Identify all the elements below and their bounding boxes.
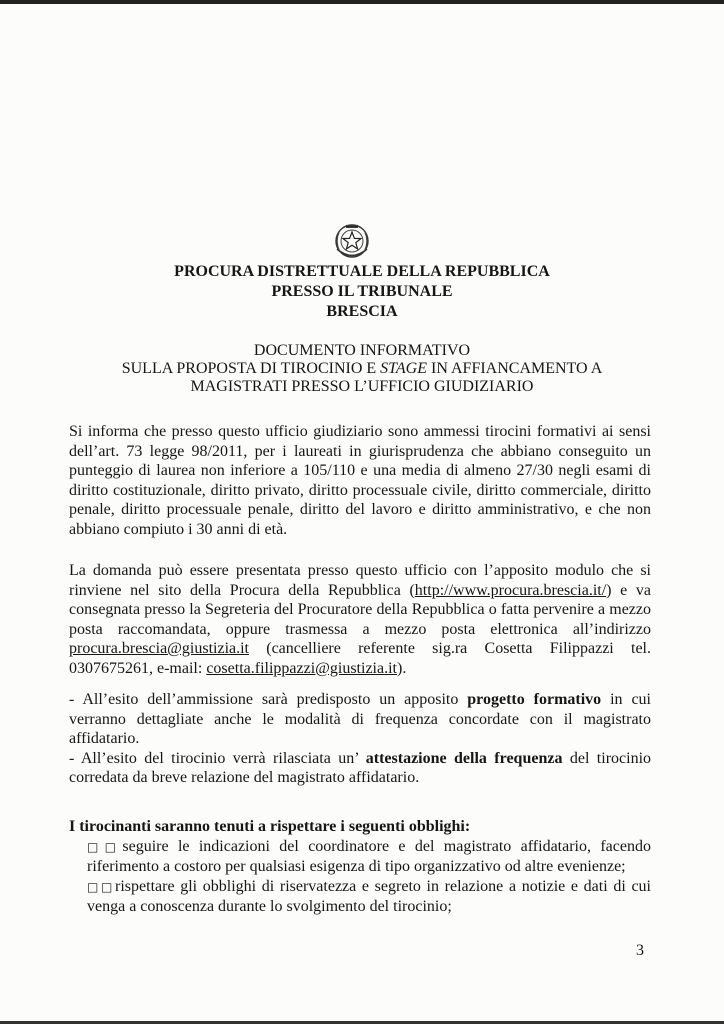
document-title	[60, 342, 664, 396]
obligations-heading: I tirocinanti saranno tenuti a rispettare i seguenti obblighi:	[69, 818, 471, 835]
header-line-1: PROCURA DISTRETTUALE DELLA REPUBBLICA	[174, 263, 550, 280]
checkbox-glyph-icon: □□	[87, 839, 123, 854]
checkbox-glyph-icon: □□	[87, 879, 116, 894]
title-line-2: SULLA PROPOSTA DI TIROCINIO E STAGE IN AFFIANCAMENTO A	[121, 360, 603, 377]
outcome-training-project: - All’esito dell’ammissione sarà predisposto un apposito progetto formativo in cui verranno dettagliate anche le modalità di frequenza concordate con il magistrato affidatario.	[69, 691, 651, 747]
office-header	[60, 262, 664, 322]
header-line-3: BRESCIA	[326, 303, 398, 320]
obligation-item: □□seguire le indicazioni del coordinatore e del magistrato affidatario, facendo riferimento a costoro per qualsiasi esigenza di tipo organizzativo od altre evenienze;	[87, 837, 651, 875]
page-number: 3	[636, 942, 644, 959]
obligation-item: □□rispettare gli obblighi di riservatezza e segreto in relazione a notizie e dati di cui venga a conoscenza durante lo svolgimento del tirocinio;	[87, 877, 651, 915]
title-line-3: MAGISTRATI PRESSO L’UFFICIO GIUDIZIARIO	[190, 378, 534, 395]
title-stage-word: STAGE	[380, 360, 427, 377]
paragraph-outcome	[69, 690, 651, 788]
title-line-1: DOCUMENTO INFORMATIVO	[253, 342, 471, 359]
procura-email-link[interactable]: procura.brescia@giustizia.it	[69, 640, 249, 657]
outcome-attendance-certificate: - All’esito del tirocinio verrà rilasciata un’ attestazione della frequenza del tirocinio corredata da breve relazione del magistrato affidatario.	[69, 749, 652, 786]
obligations-section	[69, 817, 651, 917]
header-line-2: PRESSO IL TRIBUNALE	[271, 283, 453, 300]
scan-top-border	[0, 0, 724, 4]
procura-website-link[interactable]: http://www.procura.brescia.it/	[414, 581, 607, 599]
paragraph-application: La domanda può essere presentata presso questo ufficio con l’apposito modulo che si rinviene nel sito della Procura della Repubblica (http://www.procura.brescia.it/) e va consegnata presso la Segreteria del Procuratore della Repubblica o fatta pervenire a mezzo posta raccomandata, oppure trasmessa a mezzo posta elettronica all’indirizzo procura.brescia@giustizia.it (cancelliere referente sig.ra Cosetta Filippazzi tel. 0307675261, e-mail: cosetta.filippazzi@giustizia.it).	[69, 562, 651, 677]
paragraph-requirements: Si informa che presso questo ufficio giudiziario sono ammessi tirocini formativi ai sensi dell’art. 73 legge 98/2011, per i laureati in giurisprudenza che abbiano conseguito un punteggio di laurea non inferiore a 105/110 e una media di almeno 27/30 negli esami di diritto costituzionale, diritto privato, diritto processuale civile, diritto commerciale, diritto penale, diritto processuale penale, diritto del lavoro e diritto amministrativo, e che non abbiano compiuto i 30 anni di età.	[69, 423, 651, 538]
referente-email-link[interactable]: cosetta.filippazzi@giustizia.it	[206, 659, 397, 677]
republic-emblem-icon	[331, 222, 373, 262]
